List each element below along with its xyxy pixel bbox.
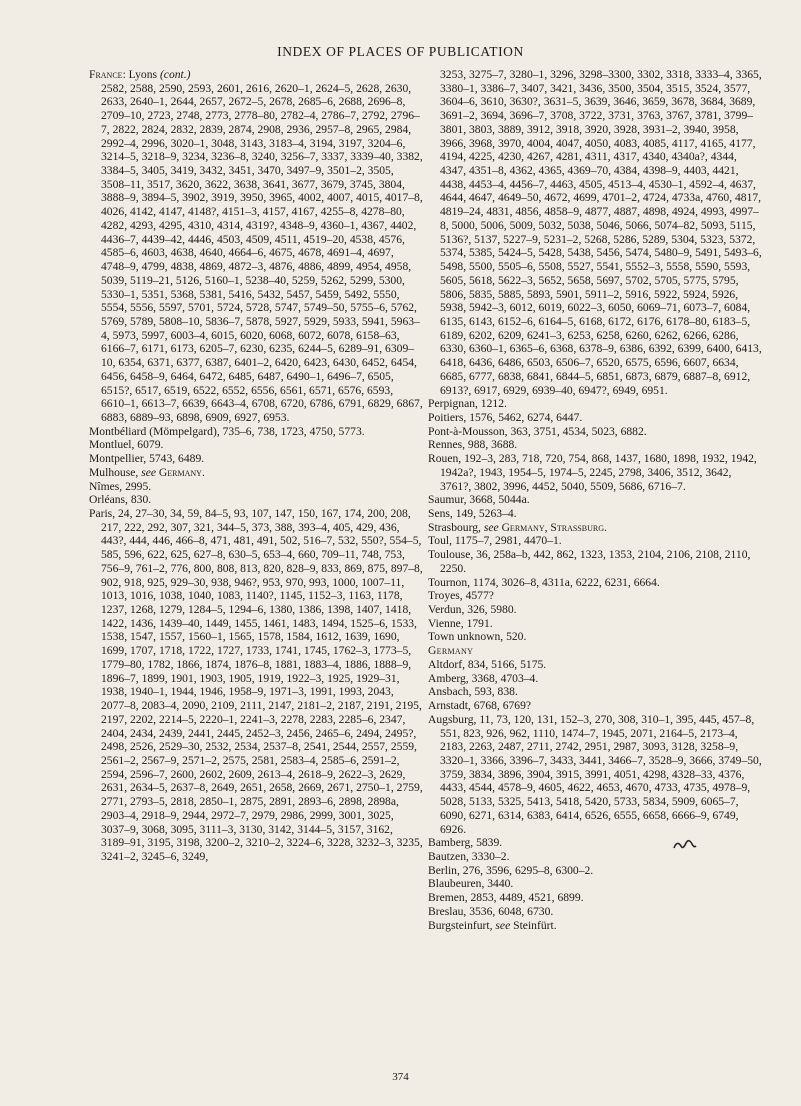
see-target: Germany, Strassburg. bbox=[501, 520, 607, 534]
index-entry-cross-ref bbox=[89, 466, 424, 480]
entry-france-lyons bbox=[89, 68, 424, 82]
entry-place: Strasbourg, bbox=[428, 520, 481, 534]
entry-lyons-numbers: 2582, 2588, 2590, 2593, 2601, 2616, 2620–1, 2624–5, 2628, 2630, 2633, 2640–1, 2644, 2657, 2672–5, 2678, 2685–6, 2688, 2696–8, 2709–10, 2723, 2748, 2773, 2778–80, 2782–4, 2786–7, 2792, 2796–7, 2822, 2824, 2832, 2839, 2874, 2908, 2936, 2957–8, 2965, 2984, 2992–4, 2996, 3020–1, 3048, 3143, 3183–4, 3194, 3197, 3204–6, 3214–5, 3218–9, 3234, 3236–8, 3240, 3256–7, 3337, 3339–40, 3382, 3384–5, 3405, 3419, 3432, 3451, 3470, 3497–9, 3501–2, 3505, 3508–11, 3517, 3620, 3622, 3638, 3641, 3677, 3679, 3745, 3804, 3888–9, 3894–5, 3902, 3919, 3950, 3965, 4002, 4007, 4015, 4017–8, 4026, 4142, 4147, 4148?, 4151–3, 4157, 4167, 4255–8, 4278–80, 4282, 4293, 4295, 4310, 4314, 4319?, 4348–9, 4360–1, 4367, 4402, 4436–7, 4439–42, 4446, 4503, 4509, 4511, 4519–20, 4538, 4576, 4585–6, 4603, 4638, 4640, 4664–6, 4675, 4678, 4691–4, 4697, 4748–9, 4799, 4838, 4869, 4872–3, 4876, 4886, 4899, 4954, 4958, 5039, 5119–21, 5126, 5160–1, 5238–40, 5259, 5262, 5299, 5300, 5330–1, 5351, 5368, 5381, 5416, 5432, 5457, 5459, 5492, 5550, 5554, 5556, 5597, 5701, 5724, 5728, 5747, 5749–50, 5755–6, 5762, 5769, 5789, 5808–10, 5836–7, 5878, 5927, 5929, 5933, 5941, 5963–4, 5973, 5997, 6003–4, 6015, 6020, 6068, 6072, 6078, 6158–63, 6166–7, 6171, 6173, 6205–7, 6230, 6235, 6244–5, 6289–91, 6309–10, 6354, 6371, 6377, 6387, 6401–2, 6420, 6423, 6430, 6452, 6454, 6456, 6458–9, 6464, 6472, 6485, 6487, 6490–1, 6496–7, 6505, 6515?, 6517, 6519, 6522, 6552, 6556, 6561, 6571, 6576, 6593, 6610–1, 6613–7, 6639, 6643–4, 6708, 6720, 6786, 6791, 6829, 6867, 6883, 6889–93, 6898, 6909, 6927, 6953. bbox=[101, 81, 423, 424]
index-entry: Montpellier, 5743, 6489. bbox=[89, 452, 205, 466]
index-entry: Ansbach, 593, 838. bbox=[428, 685, 518, 699]
index-entry: Poitiers, 1576, 5462, 6274, 6447. bbox=[428, 410, 583, 424]
index-entry: Toulouse, 36, 258a–b, 442, 862, 1323, 1353, 2104, 2106, 2108, 2110, 2250. bbox=[428, 548, 751, 575]
entry-place: Mulhouse, bbox=[89, 465, 139, 479]
index-entry: Montbéliard (Mömpelgard), 735–6, 738, 1723, 4750, 5773. bbox=[89, 424, 365, 438]
index-entry: Nîmes, 2995. bbox=[89, 479, 152, 493]
index-entry: Toul, 1175–7, 2981, 4470–1. bbox=[428, 534, 562, 548]
index-entry: Verdun, 326, 5980. bbox=[428, 603, 517, 617]
see-reference: see bbox=[495, 918, 511, 932]
france-entries bbox=[428, 397, 764, 644]
index-entry: Troyes, 4577? bbox=[428, 589, 494, 603]
section-heading-france: France bbox=[89, 68, 123, 81]
index-entry: Rouen, 192–3, 283, 718, 720, 754, 868, 1437, 1680, 1898, 1932, 1942, 1942a?, 1943, 1954–5, 1974–5, 2245, 2798, 3406, 3512, 3642, 3761?, 3802, 3996, 4452, 5040, 5509, 5686, 6716–7. bbox=[428, 452, 757, 493]
left-column bbox=[89, 68, 424, 864]
index-entry: Berlin, 276, 3596, 6295–8, 6300–2. bbox=[428, 863, 594, 877]
index-entry: Town unknown, 520. bbox=[428, 630, 527, 644]
page-number: 374 bbox=[392, 1071, 409, 1083]
index-entry: Orléans, 830. bbox=[89, 493, 152, 507]
index-entry: Amberg, 3368, 4703–4. bbox=[428, 671, 539, 685]
index-entry: Pont-à-Mousson, 363, 3751, 4534, 5023, 6882. bbox=[428, 424, 647, 438]
index-entry: Vienne, 1791. bbox=[428, 616, 493, 630]
index-entry: Bamberg, 5839. bbox=[428, 836, 503, 850]
right-column bbox=[428, 68, 764, 932]
index-entry-augsburg: Augsburg, 11, 73, 120, 131, 152–3, 270, 308, 310–1, 395, 445, 457–8, 551, 823, 926, 962, 1110, 1474–7, 1945, 2071, 2164–5, 2173–4, 2183, 2263, 2487, 2711, 2742, 2951, 2987, 3093, 3128, 3258–9, 3320–1, 3366, 3396–7, 3433, 3441, 3466–7, 3528–9, 3666, 3749–50, 3759, 3834, 3896, 3904, 3915, 3991, 4051, 4298, 4328–33, 4376, 4433, 4544, 4578–9, 4605, 4622, 4653, 4670, 4733, 4735, 4978–9, 5028, 5133, 5325, 5413, 5418, 5420, 5733, 5834, 5909, 6065–7, 6090, 6271, 6314, 6383, 6414, 6526, 6555, 6658, 6666–9, 6749, 6926. bbox=[428, 712, 762, 836]
see-target: Steinfürt. bbox=[513, 918, 557, 932]
see-target: Germany. bbox=[158, 465, 205, 479]
index-entry-cross-ref bbox=[428, 919, 764, 933]
index-entry-cross-ref bbox=[428, 521, 764, 535]
index-entry: Montluel, 6079. bbox=[89, 438, 164, 452]
entry-lyons-cont: (cont.) bbox=[159, 68, 191, 81]
see-reference: see bbox=[141, 465, 156, 479]
see-reference: see bbox=[483, 520, 499, 534]
entry-paris-continued: 3253, 3275–7, 3280–1, 3296, 3298–3300, 3302, 3318, 3333–4, 3365, 3380–1, 3386–7, 3407, 3421, 3436, 3500, 3504, 3515, 3524, 3577, 3604–6, 3610, 3630?, 3631–5, 3639, 3646, 3659, 3678, 3684, 3689, 3691–2, 3694, 3696–7, 3708, 3722, 3731, 3763, 3767, 3781, 3799–3801, 3803, 3889, 3912, 3918, 3920, 3928, 3931–2, 3940, 3958, 3966, 3968, 3970, 4004, 4047, 4050, 4083, 4085, 4117, 4165, 4177, 4194, 4225, 4230, 4267, 4281, 4311, 4317, 4340, 4340a?, 4344, 4347, 4351–8, 4362, 4365, 4369–70, 4384, 4398–9, 4403, 4421, 4438, 4453–4, 4456–7, 4463, 4505, 4513–4, 4530–1, 4592–4, 4637, 4644, 4647, 4649–50, 4672, 4699, 4701–2, 4724, 4733a, 4760, 4817, 4819–24, 4831, 4856, 4858–9, 4877, 4887, 4898, 4924, 4993, 4997–8, 5000, 5006, 5009, 5032, 5038, 5046, 5066, 5074–82, 5093, 5115, 5136?, 5137, 5227–9, 5231–2, 5268, 5286, 5289, 5304, 5323, 5372, 5374, 5385, 5424–5, 5428, 5438, 5456, 5474, 5480–9, 5491, 5493–6, 5498, 5500, 5505–6, 5508, 5527, 5541, 5552–3, 5558, 5590, 5593, 5605, 5618, 5622–3, 5652, 5658, 5697, 5702, 5705, 5775, 5795, 5806, 5835, 5885, 5893, 5901, 5911–2, 5916, 5922, 5924, 5926, 5938, 5942–3, 6012, 6019, 6022–3, 6050, 6069–71, 6073–7, 6084, 6135, 6143, 6152–6, 6164–5, 6168, 6172, 6176, 6178–80, 6183–5, 6189, 6202, 6209, 6241–3, 6253, 6258, 6260, 6262, 6266, 6286, 6330, 6360–1, 6365–6, 6368, 6378–9, 6386, 6392, 6399, 6400, 6413, 6418, 6436, 6486, 6503, 6506–7, 6520, 6575, 6596, 6607, 6634, 6685, 6777, 6838, 6841, 6844–5, 6851, 6873, 6879, 6887–8, 6912, 6913?, 6917, 6929, 6939–40, 6947?, 6949, 6951. bbox=[440, 68, 762, 397]
section-heading-germany: Germany bbox=[428, 644, 474, 658]
index-entry: Tournon, 1174, 3026–8, 4311a, 6222, 6231, 6664. bbox=[428, 575, 660, 589]
page-title: INDEX OF PLACES OF PUBLICATION bbox=[277, 44, 524, 59]
index-entry: Sens, 149, 5263–4. bbox=[428, 507, 517, 520]
index-entry: Rennes, 988, 3688. bbox=[428, 438, 518, 452]
germany-entries bbox=[428, 658, 764, 932]
index-entry: Bautzen, 3330–2. bbox=[428, 849, 510, 863]
index-entry: Altdorf, 834, 5166, 5175. bbox=[428, 657, 547, 671]
index-entry-paris: Paris, 24, 27–30, 34, 59, 84–5, 93, 107, 147, 150, 167, 174, 200, 208, 217, 222, 292, 307, 321, 344–5, 373, 388, 393–4, 405, 429, 436, 443?, 444, 446, 466–8, 471, 481, 491, 502, 516–7, 532, 550?, 554–5, 585, 596, 622, 625, 627–8, 630–5, 653–4, 660, 709–11, 748, 753, 756–9, 761–2, 776, 800, 808, 813, 820, 828–9, 833, 869, 875, 897–8, 902, 918, 925, 929–30, 938, 946?, 953, 970, 993, 1000, 1007–11, 1013, 1016, 1038, 1040, 1083, 1140?, 1145, 1152–3, 1163, 1178, 1237, 1268, 1279, 1284–5, 1294–6, 1380, 1386, 1398, 1407, 1418, 1422, 1436, 1439–40, 1449, 1455, 1461, 1483, 1494, 1525–6, 1533, 1538, 1547, 1557, 1560–1, 1565, 1578, 1584, 1612, 1639, 1690, 1699, 1707, 1718, 1722, 1727, 1733, 1741, 1745, 1762–3, 1773–5, 1779–80, 1782, 1866, 1874, 1876–8, 1881, 1883–4, 1886, 1888–9, 1896–7, 1899, 1901, 1903, 1905, 1919, 1922–3, 1925, 1929–31, 1938, 1940–1, 1944, 1946, 1958–9, 1971–3, 1991, 1993, 2043, 2077–8, 2083–4, 2090, 2109, 2111, 2147, 2181–2, 2187, 2191, 2195, 2197, 2202, 2214–5, 2220–1, 2241–3, 2278, 2283, 2285–6, 2347, 2404, 2434, 2439, 2441, 2445, 2452–3, 2456, 2465–6, 2494, 2495?, 2498, 2526, 2529–30, 2532, 2534, 2537–8, 2541, 2544, 2557, 2559, 2561–2, 2567–9, 2571–2, 2575, 2581, 2583–4, 2585–6, 2591–2, 2594, 2596–7, 2600, 2602, 2609, 2613–4, 2618–9, 2622–3, 2629, 2631, 2634–5, 2637–8, 2649, 2651, 2658, 2669, 2671, 2750–1, 2759, 2771, 2793–5, 2818, 2850–1, 2875, 2891, 2893–6, 2898, 2898a, 2903–4, 2918–9, 2944, 2972–7, 2979, 2986, 2999, 3001, 3025, 3037–9, 3068, 3095, 3111–3, 3130, 3142, 3144–5, 3157, 3162, 3189–91, 3195, 3198, 3200–2, 3210–2, 3224–6, 3228, 3232–3, 3235, 3241–2, 3245–6, 3249, bbox=[89, 507, 423, 863]
left-entries bbox=[89, 425, 424, 864]
index-entry: Bremen, 2853, 4489, 4521, 6899. bbox=[428, 891, 584, 905]
ink-mark-icon bbox=[672, 838, 698, 854]
index-entry: Blaubeuren, 3440. bbox=[428, 877, 514, 891]
index-entry: Perpignan, 1212. bbox=[428, 397, 507, 411]
entry-place: Burgsteinfurt, bbox=[428, 918, 493, 932]
index-entry: Saumur, 3668, 5044a. bbox=[428, 493, 530, 507]
index-entry: Breslau, 3536, 6048, 6730. bbox=[428, 904, 554, 918]
index-entry: Arnstadt, 6768, 6769? bbox=[428, 699, 532, 713]
entry-lyons-label: : Lyons bbox=[122, 68, 158, 81]
